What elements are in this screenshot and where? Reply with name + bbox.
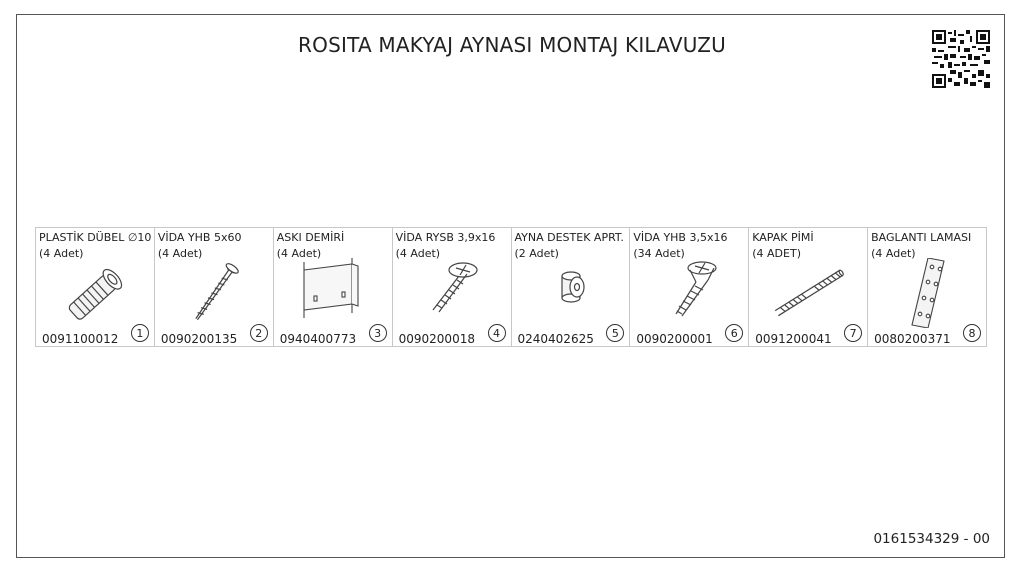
part-number-badge: 3 <box>369 324 387 342</box>
part-name: VİDA YHB 3,5x16 <box>633 231 728 244</box>
part-code: 0090200001 <box>636 332 713 346</box>
parts-list <box>35 227 987 347</box>
part-quantity: (4 Adet) <box>395 247 441 260</box>
part-item <box>155 228 274 346</box>
part-quantity: (4 Adet) <box>157 247 203 260</box>
part-number-badge: 2 <box>250 324 268 342</box>
part-number-badge: 5 <box>606 324 624 342</box>
part-number-badge: 1 <box>131 324 149 342</box>
mirror-support-icon <box>532 258 612 328</box>
part-code: 0090200135 <box>160 332 238 346</box>
part-name: BAGLANTI LAMASI <box>871 231 972 244</box>
part-code: 0091200041 <box>755 332 832 346</box>
part-quantity: (34 Adet) <box>633 247 685 260</box>
long-screw-icon <box>175 258 255 328</box>
hanger-bracket-icon <box>294 258 374 328</box>
part-name: PLASTİK DÜBEL ∅10 <box>39 231 152 244</box>
part-item <box>274 228 393 346</box>
connection-plate-icon <box>888 258 968 328</box>
part-name: VİDA RYSB 3,9x16 <box>395 231 496 244</box>
part-name: ASKI DEMİRİ <box>276 231 345 244</box>
part-item <box>512 228 631 346</box>
document-number: 0161534329 - 00 <box>873 531 990 547</box>
part-quantity: (4 Adet) <box>276 247 322 260</box>
part-item <box>393 228 512 346</box>
part-name: AYNA DESTEK APRT. <box>514 231 624 244</box>
part-quantity: (4 ADET) <box>752 247 801 260</box>
part-number-badge: 4 <box>488 324 506 342</box>
part-code: 0090200018 <box>398 332 475 346</box>
pan-head-screw-icon <box>413 258 493 328</box>
part-number-badge: 7 <box>844 324 862 342</box>
part-item <box>749 228 868 346</box>
part-quantity: (4 Adet) <box>871 247 916 260</box>
countersunk-screw-icon <box>650 258 730 328</box>
part-code: 0080200371 <box>874 332 951 346</box>
part-quantity: (2 Adet) <box>514 247 559 260</box>
plastic-dowel-icon <box>56 258 136 328</box>
part-number-badge: 8 <box>963 324 981 342</box>
part-code: 0940400773 <box>279 332 357 346</box>
qr-code-icon <box>932 30 990 88</box>
part-name: KAPAK PİMİ <box>752 231 814 244</box>
page-title: ROSITA MAKYAJ AYNASI MONTAJ KILAVUZU <box>298 33 726 57</box>
part-quantity: (4 Adet) <box>39 247 84 260</box>
part-name: VİDA YHB 5x60 <box>157 231 242 244</box>
part-code: 0091100012 <box>42 332 119 346</box>
part-item <box>868 228 986 346</box>
part-number-badge: 6 <box>725 324 743 342</box>
part-item <box>36 228 155 346</box>
part-code: 0240402625 <box>517 332 594 346</box>
part-item <box>630 228 749 346</box>
cap-pin-icon <box>769 258 849 328</box>
